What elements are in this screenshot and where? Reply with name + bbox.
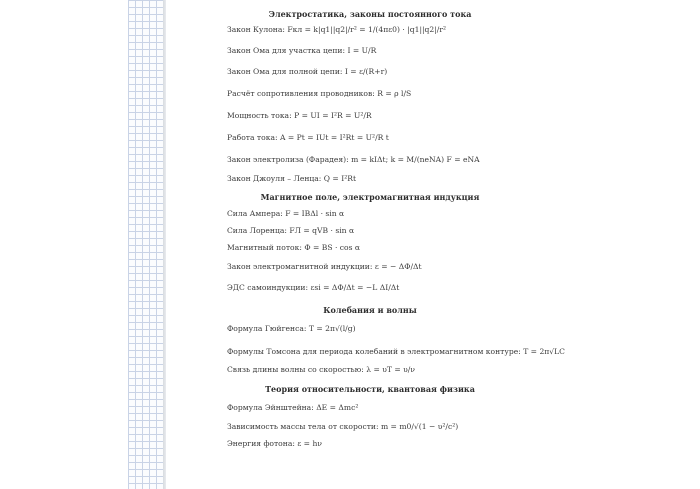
formula-expression: Q = I²Rt (323, 174, 357, 183)
formula-expression: ΔE = Δmc² (316, 403, 359, 412)
formula-expression: Fкл = k|q1||q2|/r² = 1/(4πε0) · |q1||q2|/r² (287, 25, 447, 34)
formula-expression: A = Pt = IUt = I²Rt = U²/R t (279, 133, 389, 142)
formula-line (227, 47, 376, 55)
formula-expression: ε = hν (297, 439, 322, 448)
formula-label: Мощность тока: (227, 111, 292, 120)
formula-expression: F = IBΔl · sin α (285, 209, 345, 218)
formula-expression: m = m0/√(1 − υ²/c²) (380, 422, 459, 431)
formula-line (227, 244, 360, 252)
formula-line (227, 325, 356, 333)
formula-label: Формулы Томсона для периода колебаний в электромагнитном контуре: (227, 347, 521, 356)
formula-line (227, 423, 458, 431)
formula-expression: FЛ = qVB · sin α (289, 226, 355, 235)
formula-line (227, 227, 354, 235)
formula-label: Закон Ома для полной цепи: (227, 67, 343, 76)
formula-label: Магнитный поток: (227, 243, 302, 252)
formula-line (227, 404, 358, 412)
formula-label: Закон Джоуля – Ленца: (227, 174, 322, 183)
section-heading-magnetism: Магнитное поле, электромагнитная индукция (260, 192, 480, 202)
formula-line (227, 175, 356, 183)
formula-expression: Φ = BS · cos α (304, 243, 361, 252)
formula-line (227, 348, 565, 356)
formula-expression: ε = − ΔΦ/Δt (374, 262, 422, 271)
formula-label: Зависимость массы тела от скорости: (227, 422, 379, 431)
section-heading-oscillations: Колебания и волны (323, 305, 417, 315)
formula-line (227, 210, 344, 218)
section-heading-electrostatics: Электростатика, законы постоянного тока (268, 9, 472, 19)
formula-line (227, 26, 446, 34)
formula-line (227, 134, 389, 142)
formula-expression: λ = υT = υ/ν (366, 365, 415, 374)
formula-expression: R = ρ l/S (377, 89, 412, 98)
formula-line (227, 284, 399, 292)
formula-label: Формула Эйнштейна: (227, 403, 314, 412)
formula-label: ЭДС самоиндукции: (227, 283, 309, 292)
formula-line (227, 440, 322, 448)
formula-line (227, 90, 411, 98)
formula-line (227, 366, 415, 374)
graph-paper-strip (128, 0, 166, 489)
formula-label: Сила Ампера: (227, 209, 283, 218)
formula-line (227, 112, 372, 120)
formula-expression: I = ε/(R+r) (344, 67, 388, 76)
formula-label: Формула Гюйгенса: (227, 324, 307, 333)
formula-expression: P = UI = I²R = U²/R (294, 111, 372, 120)
section-heading-relativity: Теория относительности, квантовая физика (265, 384, 475, 394)
formula-label: Закон электролиза (Фарадея): (227, 155, 349, 164)
formula-expression: T = 2π√(l/g) (308, 324, 356, 333)
formula-label: Закон электромагнитной индукции: (227, 262, 373, 271)
formula-label: Связь длины волны со скоростью: (227, 365, 364, 374)
formula-label: Сила Лоренца: (227, 226, 287, 235)
formula-line (227, 68, 387, 76)
formula-expression: m = kIΔt; k = M/(neNA) F = eNA (351, 155, 480, 164)
formula-expression: T = 2π√LC (523, 347, 565, 356)
formula-label: Энергия фотона: (227, 439, 295, 448)
formula-label: Расчёт сопротивления проводников: (227, 89, 375, 98)
formula-line (227, 156, 480, 164)
formula-label: Закон Кулона: (227, 25, 285, 34)
formula-line (227, 263, 422, 271)
formula-label: Работа тока: (227, 133, 278, 142)
formula-expression: I = U/R (347, 46, 377, 55)
formula-label: Закон Ома для участка цепи: (227, 46, 346, 55)
formula-sheet (166, 0, 574, 489)
formula-expression: εsi = ΔΦ/Δt = −L ΔI/Δt (310, 283, 400, 292)
